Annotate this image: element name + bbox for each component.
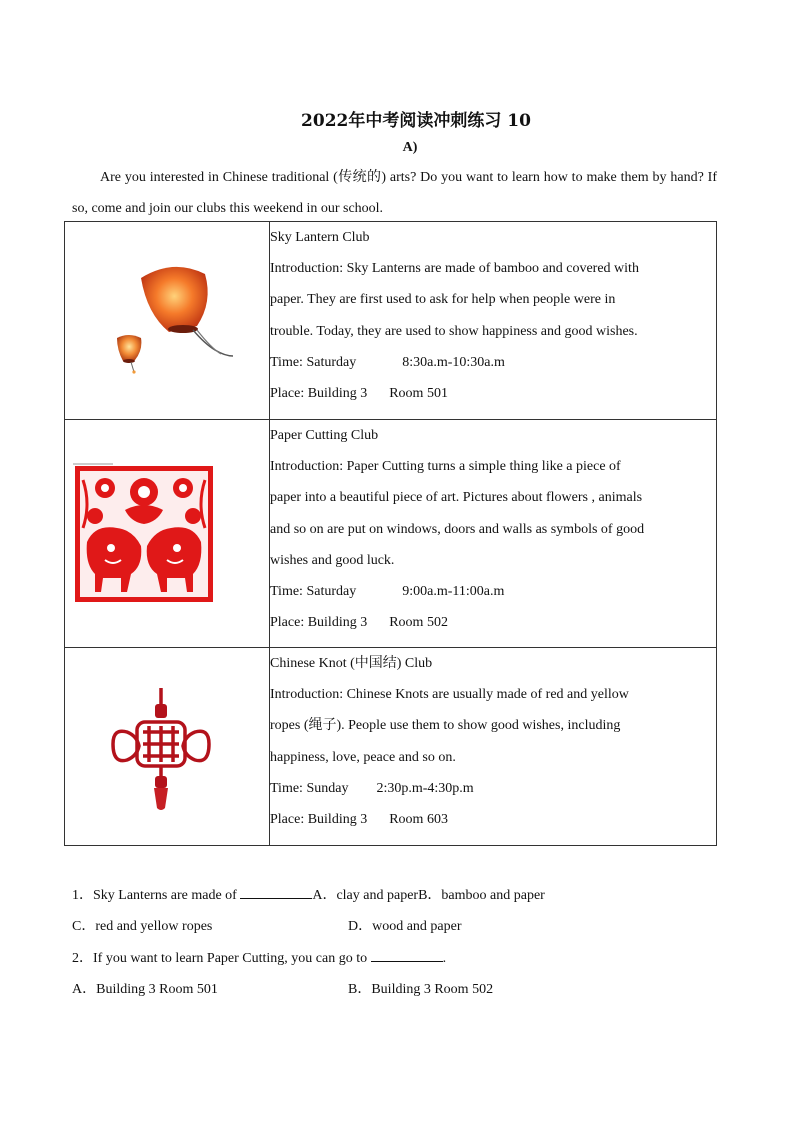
paper-cutting-image-cell: [65, 420, 270, 648]
time-label: Time: Sunday: [270, 780, 349, 796]
place-value: Room 502: [389, 615, 448, 631]
club-intro-line: and so on are put on windows, doors and walls as symbols of good: [270, 521, 645, 537]
question-1: [72, 880, 722, 911]
time-value: 8:30a.m-10:30a.m: [402, 354, 505, 370]
club-name: Chinese Knot (中国结) Club: [270, 656, 433, 671]
option-b[interactable]: B．bamboo and paper: [418, 888, 545, 903]
intro-text: Are you interested in Chinese traditional (传统的) arts? Do you want to learn how to make them by hand? If so, come and join our clubs this weekend in our school.: [72, 170, 717, 216]
chinese-knot-info-cell: [270, 648, 717, 846]
section-label: A): [402, 140, 418, 155]
club-time: [270, 576, 716, 607]
question-stem: 2．If you want to learn Paper Cutting, you can go to: [72, 950, 368, 966]
question-1-options-cd: [72, 911, 722, 942]
question-stem: 1．Sky Lanterns are made of: [72, 888, 237, 903]
clubs-table: [64, 221, 717, 846]
chinese-knot-illustration: [65, 648, 269, 845]
time-value: 2:30p.m-4:30p.m: [376, 780, 474, 796]
paper-cutting-illustration: [65, 420, 269, 647]
club-intro-line: happiness, love, peace and so on.: [270, 749, 456, 765]
option-c[interactable]: C．red and yellow ropes: [72, 919, 213, 935]
club-name: Sky Lantern Club: [270, 230, 370, 245]
club-place: [270, 804, 716, 835]
place-label: Place: Building 3: [270, 812, 368, 828]
club-intro-line: trouble. Today, they are used to show happiness and good wishes.: [270, 323, 638, 339]
question-2: [72, 943, 722, 974]
place-label: Place: Building 3: [270, 615, 368, 631]
chinese-knot-image-cell: [65, 648, 270, 846]
club-time: [270, 773, 716, 804]
club-intro-line: Introduction: Chinese Knots are usually made of red and yellow: [270, 687, 629, 703]
blank-period: .: [442, 950, 447, 966]
place-value: Room 603: [389, 812, 448, 828]
option-a[interactable]: A．clay and paper: [312, 888, 419, 903]
club-time: [270, 347, 716, 378]
club-place: [270, 378, 716, 409]
club-name: Paper Cutting Club: [270, 428, 379, 443]
time-label: Time: Saturday: [270, 584, 357, 600]
club-row-sky-lantern: [65, 222, 717, 420]
club-row-chinese-knot: [65, 648, 717, 846]
questions-section: [72, 880, 722, 1006]
page-title: 2022年中考阅读冲刺练习 10: [301, 111, 531, 131]
club-intro-line: Introduction: Sky Lanterns are made of bamboo and covered with: [270, 261, 639, 277]
club-row-paper-cutting: [65, 420, 717, 648]
option-d[interactable]: D．wood and paper: [348, 919, 462, 935]
sky-lantern-image-cell: [65, 222, 270, 420]
place-value: Room 501: [389, 386, 448, 402]
club-intro-line: paper into a beautiful piece of art. Pictures about flowers , animals: [270, 490, 643, 506]
club-intro-line: paper. They are first used to ask for help when people were in: [270, 292, 616, 308]
sky-lantern-illustration: [65, 222, 269, 419]
club-intro-line: ropes (绳子). People use them to show good wishes, including: [270, 718, 621, 734]
club-intro-line: wishes and good luck.: [270, 552, 395, 568]
intro-paragraph: [72, 162, 717, 224]
option-a[interactable]: A．Building 3 Room 501: [72, 982, 218, 998]
paper-cutting-info-cell: [270, 420, 717, 648]
question-2-options: [72, 974, 722, 1005]
time-label: Time: Saturday: [270, 354, 357, 370]
time-value: 9:00a.m-11:00a.m: [402, 584, 505, 600]
answer-blank[interactable]: [240, 884, 312, 899]
option-b[interactable]: B．Building 3 Room 502: [348, 982, 494, 998]
answer-blank[interactable]: [371, 947, 443, 962]
club-place: [270, 607, 716, 638]
club-intro-line: Introduction: Paper Cutting turns a simple thing like a piece of: [270, 459, 621, 475]
sky-lantern-info-cell: [270, 222, 717, 420]
place-label: Place: Building 3: [270, 386, 368, 402]
